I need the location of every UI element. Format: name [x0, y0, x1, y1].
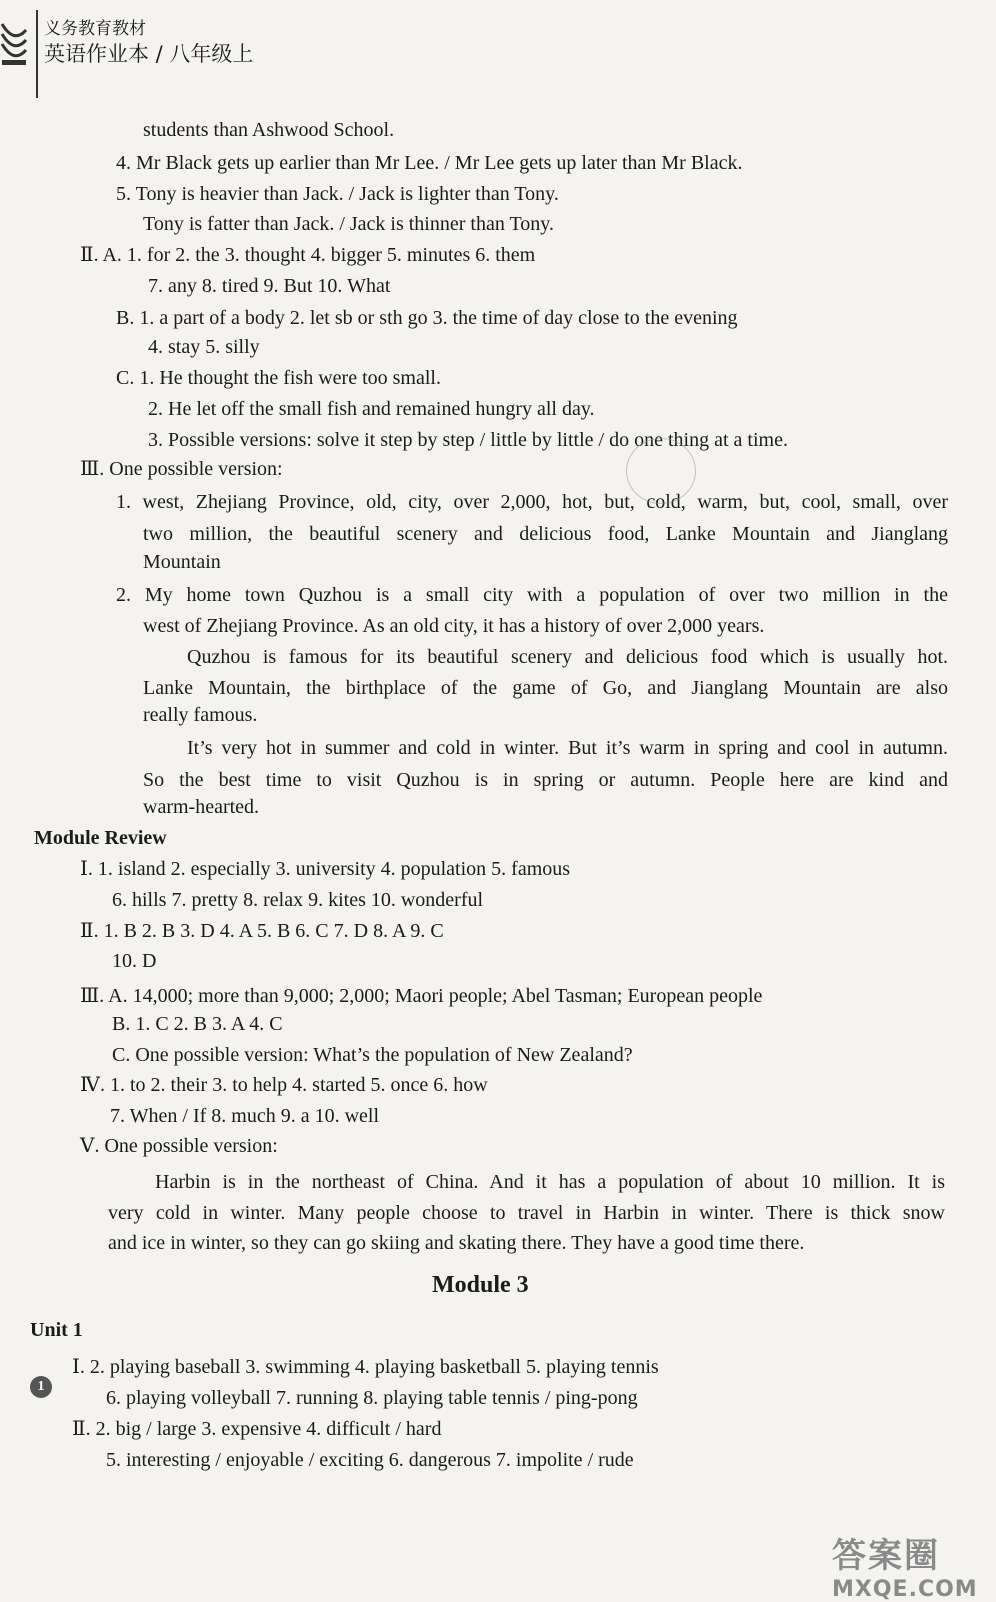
text-line: Ⅱ. 1. B 2. B 3. D 4. A 5. B 6. C 7. D 8. A 9. C: [80, 920, 444, 942]
text-line: Ⅰ. 1. island 2. especially 3. university 4. population 5. famous: [80, 858, 571, 880]
text-line: 7. any 8. tired 9. But 10. What: [148, 275, 391, 297]
module-title: Module 3: [432, 1272, 529, 1298]
text-line: very cold in winter. Many people choose to travel in Harbin in winter. There is thick snow: [108, 1202, 945, 1224]
text-line: 2. He let off the small fish and remained hungry all day.: [148, 398, 595, 420]
text-line: two million, the beautiful scenery and delicious food, Lanke Mountain and Jiangla​ng: [143, 523, 948, 545]
text-line: 3. Possible versions: solve it step by step / little by little / do one thing at a time.: [148, 429, 788, 451]
watermark-top: 答案圈: [832, 1536, 940, 1576]
text-line: Quzhou is famous for its beautiful scenery and delicious food which is usually hot.: [187, 646, 948, 668]
stamp-mark: [626, 438, 696, 504]
text-line: 5. Tony is heavier than Jack. / Jack is lighter than Tony.: [116, 183, 559, 205]
book-title: 英语作业本 / 八年级上: [44, 42, 254, 66]
unit-heading: Unit 1: [30, 1319, 83, 1341]
exercise-number-badge: 1: [30, 1376, 52, 1398]
text-line: west of Zhejiang Province. As an old city, it has a history of over 2,000 years.: [143, 615, 765, 637]
text-line: 5. interesting / enjoyable / exciting 6. dangerous 7. impolite / rude: [106, 1449, 634, 1471]
text-line: Ⅱ. A. 1. for 2. the 3. thought 4. bigger 5. minutes 6. them: [80, 244, 536, 266]
text-line: and ice in winter, so they can go skiing and skating there. They have a good time there.: [108, 1232, 805, 1254]
series-name: 义务教育教材: [44, 19, 146, 39]
text-line: B. 1. a part of a body 2. let sb or sth go 3. the time of day close to the evening: [116, 307, 738, 329]
text-line: Ⅰ. 2. playing baseball 3. swimming 4. playing basketball 5. playing tennis: [72, 1356, 659, 1378]
text-line: 10. D: [112, 950, 157, 972]
text-line: 4. stay 5. silly: [148, 336, 260, 358]
text-line: Tony is fatter than Jack. / Jack is thinner than Tony.: [143, 213, 554, 235]
text-line: Ⅲ. A. 14,000; more than 9,000; 2,000; Maori people; Abel Tasman; European people: [80, 985, 763, 1007]
text-line: B. 1. C 2. B 3. A 4. C: [112, 1013, 283, 1035]
text-line: 1. west, Zhejiang Province, old, city, over 2,000, hot, but, cold, warm, but, cool, small, over: [116, 491, 948, 513]
text-line: Ⅴ. One possible version:: [80, 1135, 278, 1157]
header-divider: [36, 10, 38, 98]
text-line: 6. playing volleyball 7. running 8. playing table tennis / ping-pong: [106, 1387, 638, 1409]
watermark: [832, 1528, 982, 1602]
text-line: Ⅱ. 2. big / large 3. expensive 4. difficult / hard: [72, 1418, 442, 1440]
text-line: 2. My home town Quzhou is a small city with a population of over two million in the: [116, 584, 948, 606]
text-line: It’s very hot in summer and cold in winter. But it’s warm in spring and cool in autumn.: [187, 737, 948, 759]
text-line: really famous.: [143, 704, 258, 726]
text-line: Lanke Mountain, the birthplace of the game of Go, and Jianglang Mountain are also: [143, 677, 948, 699]
text-line: Harbin is in the northeast of China. And it has a population of about 10 million. It is: [155, 1171, 945, 1193]
section-heading: Module Review: [34, 827, 167, 849]
text-line: C. 1. He thought the fish were too small.: [116, 367, 441, 389]
text-line: Mountain: [143, 551, 221, 573]
text-line: warm-hearted.: [143, 796, 260, 818]
text-line: 6. hills 7. pretty 8. relax 9. kites 10. wonderful: [112, 889, 484, 911]
text-line: Ⅳ. 1. to 2. their 3. to help 4. started 5. once 6. how: [80, 1074, 488, 1096]
text-line: C. One possible version: What’s the population of New Zealand?: [112, 1044, 633, 1066]
text-line: students than Ashwood School.: [143, 119, 395, 141]
text-line: Ⅲ. One possible version:: [80, 458, 283, 480]
page-header: [0, 0, 300, 100]
text-line: 7. When / If 8. much 9. a 10. well: [110, 1105, 380, 1127]
text-line: 4. Mr Black gets up earlier than Mr Lee. / Mr Lee gets up later than Mr Black.: [116, 152, 743, 174]
text-line: So the best time to visit Quzhou is in spring or autumn. People here are kind and: [143, 769, 948, 791]
watermark-bottom: MXQE.COM: [832, 1577, 978, 1602]
publisher-logo-icon: [0, 14, 28, 70]
